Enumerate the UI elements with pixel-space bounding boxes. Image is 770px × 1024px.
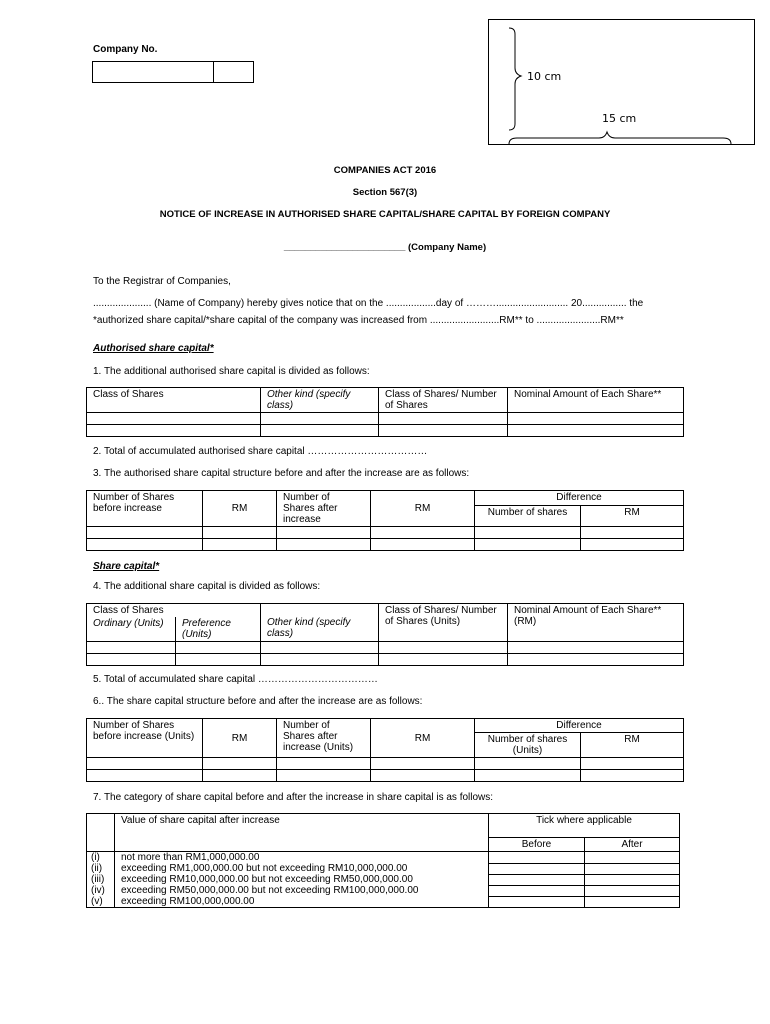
category-number: (iii) bbox=[87, 874, 115, 885]
header-other-kind-2: Other kind (specify class) bbox=[261, 604, 379, 642]
header-number-of-shares: Number of shares bbox=[475, 505, 581, 526]
tick-before-cell[interactable] bbox=[489, 863, 585, 874]
header-rm-3: RM bbox=[581, 505, 684, 526]
share-structure-table bbox=[86, 718, 684, 782]
header-difference: Difference bbox=[475, 491, 684, 506]
tick-before-cell[interactable] bbox=[489, 885, 585, 896]
header-difference-2: Difference bbox=[475, 719, 684, 733]
header-rm-4: RM bbox=[203, 719, 277, 758]
item-2: 2. Total of accumulated authorised share capital ……………………………… bbox=[93, 446, 428, 457]
share-capital-heading: Share capital* bbox=[93, 561, 160, 572]
tick-after-cell[interactable] bbox=[585, 885, 680, 896]
category-number: (ii) bbox=[87, 863, 115, 874]
company-no-divider bbox=[213, 62, 214, 82]
category-label: exceeding RM10,000,000.00 but not exceeding RM50,000,000.00 bbox=[115, 874, 489, 885]
header-rm-6: RM bbox=[581, 733, 684, 758]
header-tick-after: After bbox=[585, 838, 680, 852]
tick-after-cell[interactable] bbox=[585, 896, 680, 908]
item-6: 6.. The share capital structure before and after the increase are as follows: bbox=[93, 696, 423, 707]
section-title: Section 567(3) bbox=[352, 187, 418, 198]
share-class-table bbox=[86, 603, 684, 666]
photo-height-label: 10 cm bbox=[527, 70, 562, 83]
category-table bbox=[86, 813, 680, 908]
header-preference: Preference (Units) bbox=[176, 617, 261, 642]
header-class-number-2: Class of Shares/ Number of Shares (Units) bbox=[379, 604, 508, 642]
category-label: exceeding RM50,000,000.00 but not exceeding RM100,000,000.00 bbox=[115, 885, 489, 896]
category-row bbox=[87, 874, 680, 885]
header-tick-before: Before bbox=[489, 838, 585, 852]
header-nominal-2: Nominal Amount of Each Share** (RM) bbox=[508, 604, 684, 642]
tick-before-cell[interactable] bbox=[489, 874, 585, 885]
category-number: (i) bbox=[87, 852, 115, 864]
salutation: To the Registrar of Companies, bbox=[93, 276, 231, 287]
notice-title: NOTICE OF INCREASE IN AUTHORISED SHARE CAPITAL/SHARE CAPITAL BY FOREIGN COMPANY bbox=[159, 209, 611, 220]
authorised-class-table bbox=[86, 387, 684, 437]
company-no-label: Company No. bbox=[93, 44, 158, 55]
category-label: not more than RM1,000,000.00 bbox=[115, 852, 489, 864]
tick-before-cell[interactable] bbox=[489, 852, 585, 864]
category-row bbox=[87, 885, 680, 896]
category-row bbox=[87, 852, 680, 864]
tick-after-cell[interactable] bbox=[585, 852, 680, 864]
header-rm-5: RM bbox=[371, 719, 475, 758]
header-ordinary: Ordinary (Units) bbox=[87, 617, 176, 642]
tick-after-cell[interactable] bbox=[585, 863, 680, 874]
tick-before-cell[interactable] bbox=[489, 896, 585, 908]
header-class-of-shares: Class of Shares bbox=[87, 388, 261, 413]
header-value-after-increase: Value of share capital after increase bbox=[115, 814, 489, 852]
category-label: exceeding RM1,000,000.00 but not exceeding RM10,000,000.00 bbox=[115, 863, 489, 874]
item-4: 4. The additional share capital is divided as follows: bbox=[93, 581, 321, 592]
header-class-of-shares-2: Class of Shares bbox=[87, 604, 261, 618]
company-name-line: _______________________ (Company Name) bbox=[283, 242, 487, 253]
header-nominal: Nominal Amount of Each Share** bbox=[508, 388, 684, 413]
item-5: 5. Total of accumulated share capital ……………………………… bbox=[93, 674, 378, 685]
header-before-2: Number of Shares before increase (Units) bbox=[87, 719, 203, 758]
authorised-heading: Authorised share capital* bbox=[93, 343, 214, 354]
header-other-kind: Other kind (specify class) bbox=[261, 388, 379, 413]
header-class-number: Class of Shares/ Number of Shares bbox=[379, 388, 508, 413]
authorised-structure-table bbox=[86, 490, 684, 551]
header-tick: Tick where applicable bbox=[489, 814, 680, 838]
tick-after-cell[interactable] bbox=[585, 874, 680, 885]
category-label: exceeding RM100,000,000.00 bbox=[115, 896, 489, 908]
photo-width-label: 15 cm bbox=[602, 112, 637, 125]
category-row bbox=[87, 896, 680, 908]
header-number-of-shares-2: Number of shares (Units) bbox=[475, 733, 581, 758]
item-1: 1. The additional authorised share capital is divided as follows: bbox=[93, 366, 370, 377]
category-row bbox=[87, 863, 680, 874]
category-number: (iv) bbox=[87, 885, 115, 896]
act-title: COMPANIES ACT 2016 bbox=[333, 165, 437, 176]
item-3: 3. The authorised share capital structure before and after the increase are as follows: bbox=[93, 468, 470, 479]
category-number: (v) bbox=[87, 896, 115, 908]
item-7: 7. The category of share capital before and after the increase in share capital is as follows: bbox=[93, 792, 494, 803]
header-rm-2: RM bbox=[371, 491, 475, 527]
header-rm-1: RM bbox=[203, 491, 277, 527]
notice-line-2: *authorized share capital/*share capital of the company was increased from .........................RM** to .......................RM** bbox=[93, 315, 624, 326]
header-before: Number of Shares before increase bbox=[87, 491, 203, 527]
header-after-2: Number of Shares after increase (Units) bbox=[277, 719, 371, 758]
photo-box bbox=[488, 19, 755, 145]
company-no-field[interactable] bbox=[92, 61, 254, 83]
header-after: Number of Shares after increase bbox=[277, 491, 371, 527]
photo-dimension-brackets bbox=[489, 20, 756, 146]
notice-line-1: ..................... (Name of Company) hereby gives notice that on the ..................day of ……….......................... 20................ the bbox=[93, 298, 644, 309]
